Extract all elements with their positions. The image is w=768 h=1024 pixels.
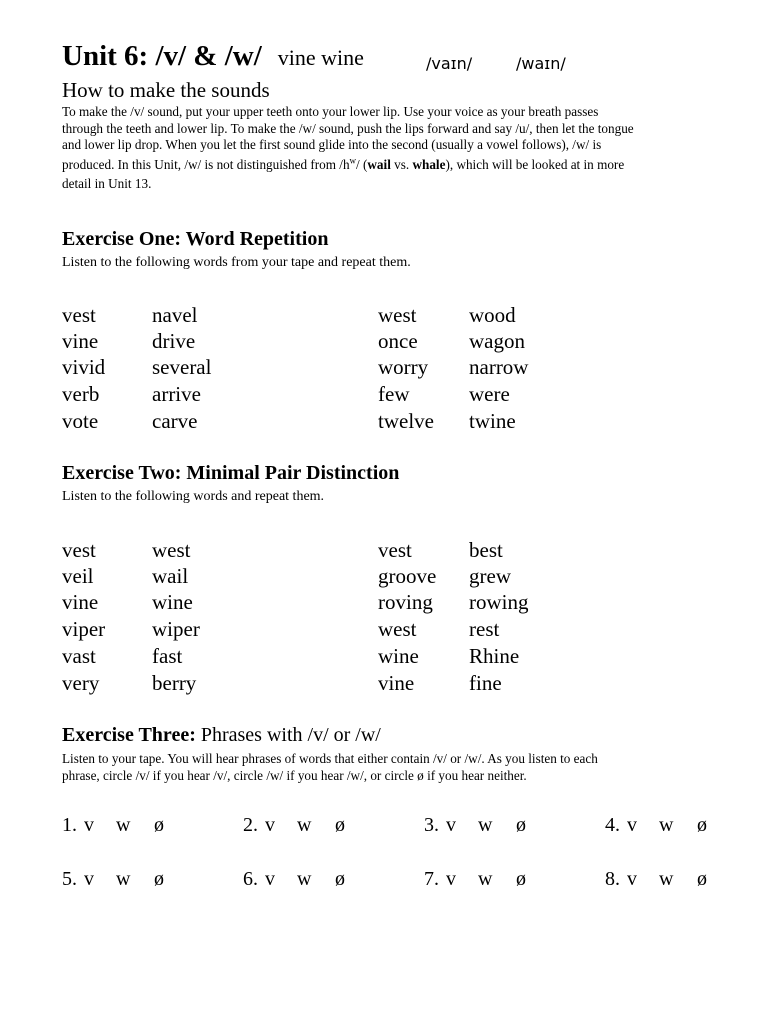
word: wagon [469, 329, 525, 353]
word: west [152, 538, 191, 562]
word: twine [469, 409, 516, 433]
choice-w[interactable]: w [297, 814, 312, 836]
answer-item [424, 868, 526, 891]
instruction-line: Listen to your tape. You will hear phrases of words that either contain /v/ or /w/. As you listen to each [62, 751, 598, 766]
intro-text: produced. In this Unit, /w/ is not distinguished from /h [62, 156, 350, 172]
intro-line: detail in Unit 13. [62, 176, 152, 192]
word: vote [62, 409, 99, 433]
item-number: 1. [62, 814, 77, 836]
exercise-three-title-rest: Phrases with /v/ or /w/ [195, 724, 381, 746]
choice-w[interactable]: w [659, 868, 674, 890]
word: best [469, 538, 503, 562]
choice-w[interactable]: w [297, 868, 312, 890]
choice-v[interactable]: v [446, 868, 456, 890]
choice-none[interactable]: ø [335, 814, 345, 836]
word: wine [152, 590, 193, 614]
word: wail [152, 564, 189, 588]
exercise-three-title-bold: Exercise Three: [62, 724, 196, 746]
unit-title-row [62, 40, 364, 73]
word: berry [152, 671, 197, 695]
choice-v[interactable]: v [627, 868, 637, 890]
word: very [62, 671, 100, 695]
answer-item [605, 814, 707, 837]
word: fine [469, 671, 502, 695]
word: vine [62, 590, 99, 614]
word: were [469, 382, 510, 406]
exercise-three-title [62, 724, 381, 747]
choice-v[interactable]: v [265, 814, 275, 836]
word: vine [62, 329, 99, 353]
item-number: 5. [62, 868, 77, 890]
word: veil [62, 564, 94, 588]
intro-line: and lower lip drop. When you let the first sound glide into the second (usually a vowel follows), /w/ is [62, 137, 602, 153]
choice-none[interactable]: ø [335, 868, 345, 890]
word: vast [62, 644, 96, 668]
exercise-one-title-text: Exercise One: Word Repetition [62, 228, 329, 250]
answer-item [243, 814, 345, 837]
word: roving [378, 590, 433, 614]
intro-paragraph [62, 104, 722, 193]
choice-none[interactable]: ø [697, 868, 707, 890]
word: wiper [152, 617, 200, 641]
word: wine [378, 644, 419, 668]
choice-none[interactable]: ø [516, 814, 526, 836]
choice-w[interactable]: w [478, 868, 493, 890]
word: fast [152, 644, 183, 668]
intro-text: vs. [390, 156, 413, 172]
intro-line: through the teeth and lower lip. To make the /w/ sound, push the lips forward and say /u/, then let the tongue [62, 120, 634, 136]
word: west [378, 303, 417, 327]
exercise-two-title-text: Exercise Two: Minimal Pair Distinction [62, 462, 400, 484]
item-number: 3. [424, 814, 439, 836]
ipa-wine: /waɪn/ [516, 54, 566, 73]
choice-w[interactable]: w [116, 814, 131, 836]
answer-item [62, 868, 164, 891]
instruction-line: phrase, circle /v/ if you hear /v/, circle /w/ if you hear /w/, or circle ø if you hear neither. [62, 768, 527, 783]
example-words: vine wine [277, 45, 364, 70]
answer-item [605, 868, 707, 891]
word: worry [378, 355, 429, 379]
word: west [378, 617, 417, 641]
word: rowing [469, 590, 529, 614]
superscript-w: w [349, 155, 357, 166]
word: vest [378, 538, 412, 562]
word: groove [378, 564, 437, 588]
intro-line: To make the /v/ sound, put your upper teeth onto your lower lip. Use your voice as your breath passes [62, 104, 599, 119]
bold-word-wail: wail [367, 156, 391, 172]
word: vest [62, 538, 96, 562]
intro-text: / ( [356, 156, 368, 172]
unit-title: Unit 6: /v/ & /w/ [62, 40, 262, 72]
item-number: 4. [605, 814, 620, 836]
word: vest [62, 303, 96, 327]
choice-v[interactable]: v [84, 868, 94, 890]
word: navel [152, 303, 198, 327]
choice-w[interactable]: w [659, 814, 674, 836]
intro-heading: How to make the sounds [62, 78, 270, 102]
item-number: 2. [243, 814, 258, 836]
bold-word-whale: whale [412, 156, 446, 172]
answer-item [424, 814, 526, 837]
choice-w[interactable]: w [478, 814, 493, 836]
exercise-three-instruction [62, 750, 742, 784]
word: rest [469, 617, 500, 641]
word: wood [469, 303, 516, 327]
exercise-two-title [62, 462, 399, 485]
word: vine [378, 671, 415, 695]
word: arrive [152, 382, 201, 406]
item-number: 8. [605, 868, 620, 890]
ipa-vine: /vaɪn/ [426, 54, 473, 73]
choice-none[interactable]: ø [154, 868, 164, 890]
intro-text: ), which will be looked at in more [445, 156, 625, 172]
item-number: 7. [424, 868, 439, 890]
word: vivid [62, 355, 106, 379]
item-number: 6. [243, 868, 258, 890]
word: grew [469, 564, 511, 588]
choice-w[interactable]: w [116, 868, 131, 890]
word: several [152, 355, 212, 379]
exercise-two-instruction: Listen to the following words and repeat them. [62, 489, 325, 504]
answer-item [62, 814, 164, 837]
word: once [378, 329, 418, 353]
word: drive [152, 329, 196, 353]
word: narrow [469, 355, 529, 379]
intro-line [62, 157, 722, 174]
choice-none[interactable]: ø [516, 868, 526, 890]
word: carve [152, 409, 198, 433]
word: Rhine [469, 644, 520, 668]
exercise-one-title [62, 228, 328, 251]
choice-v[interactable]: v [627, 814, 637, 836]
choice-v[interactable]: v [265, 868, 275, 890]
choice-v[interactable]: v [84, 814, 94, 836]
choice-v[interactable]: v [446, 814, 456, 836]
word: few [378, 382, 410, 406]
word: viper [62, 617, 106, 641]
word: twelve [378, 409, 434, 433]
word: verb [62, 382, 100, 406]
choice-none[interactable]: ø [154, 814, 164, 836]
choice-none[interactable]: ø [697, 814, 707, 836]
answer-item [243, 868, 345, 891]
exercise-one-instruction: Listen to the following words from your tape and repeat them. [62, 255, 411, 270]
